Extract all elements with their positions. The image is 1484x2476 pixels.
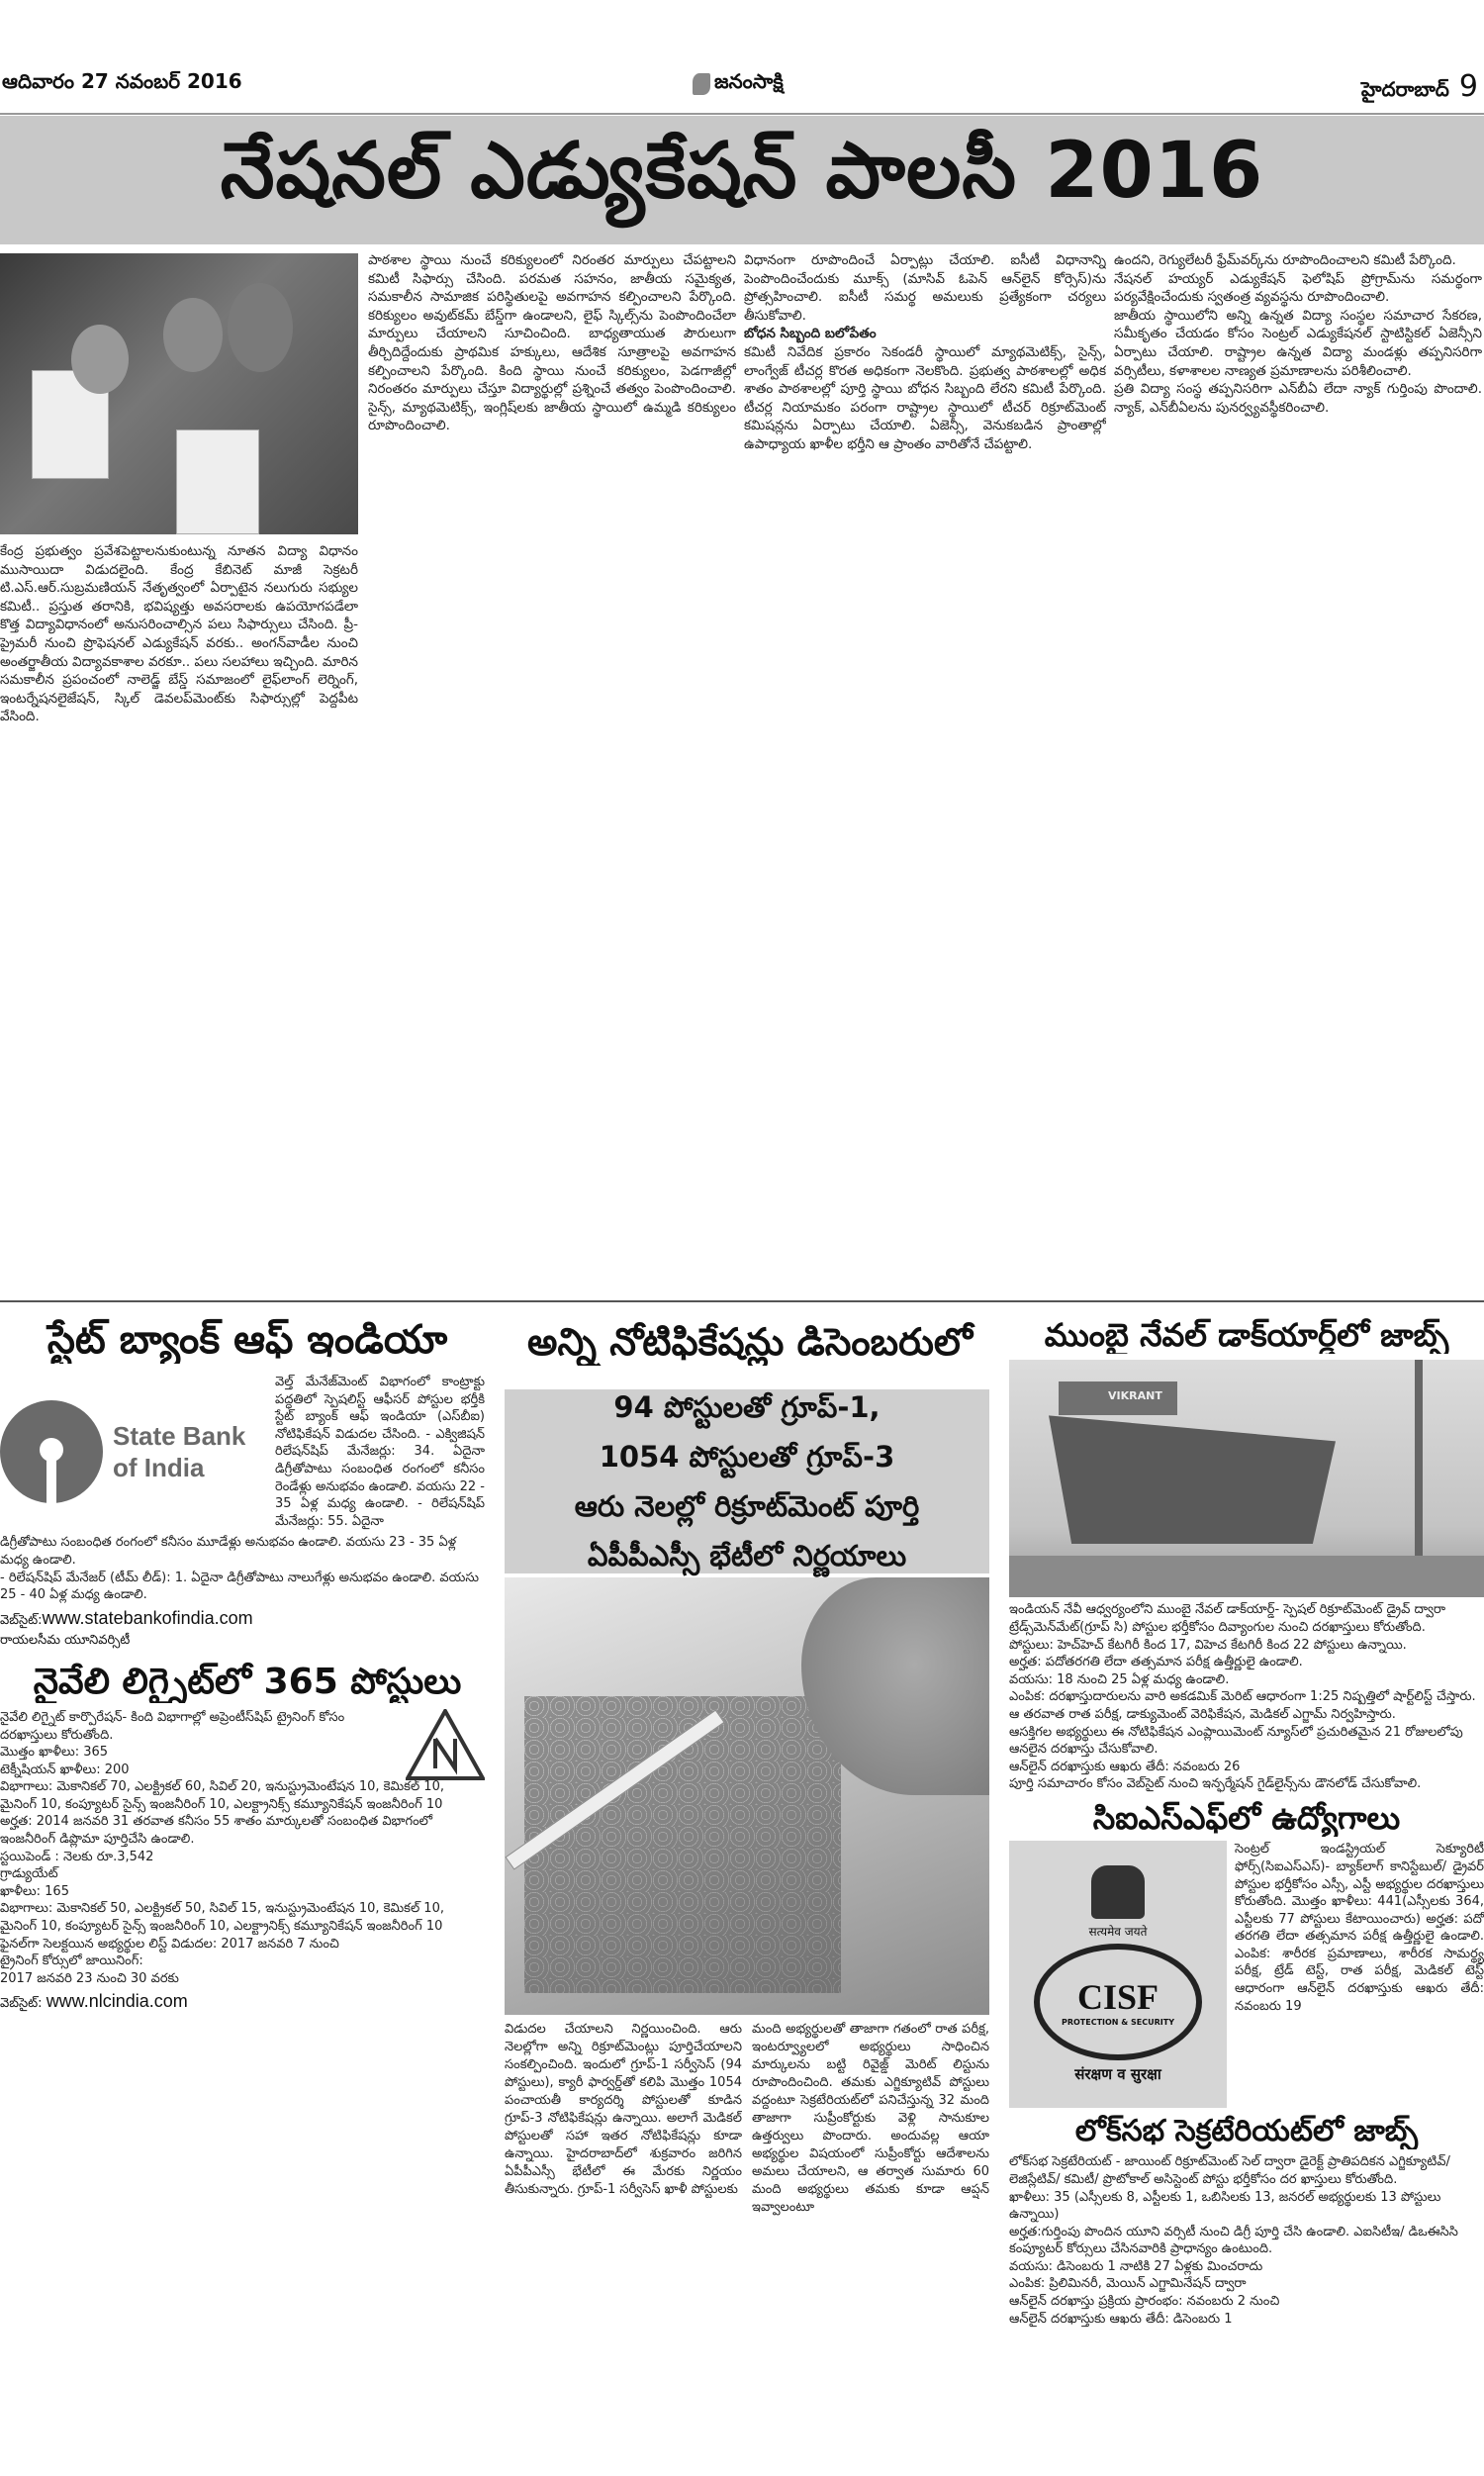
sbi-body xyxy=(0,1534,485,1603)
paragraph: లోక్‌సభ సెక్రటేరియట్ - జాయింట్ రిక్రూట్‌మెంట్ సెల్ ద్వారా డైరెక్ట్ ప్రాతిపదికన ఎగ్జిక్యూటివ్/ లెజిస్లేటివ్/ కమిటీ/ ప్రొటోకాల్ అసిస్టెంట్ పోస్టు భర్తీకోసం దర ఖాస్తులు కోరుతోంది. xyxy=(1009,2154,1450,2187)
dock xyxy=(1009,1556,1484,1597)
article-column-2 xyxy=(368,251,736,1294)
paragraph: నైవేలి లిగ్నైట్ కార్పొరేషన్- కింది విభాగాల్లో అప్రెంటీస్‌షిప్ ట్రైనింగ్ కోసం దరఖాస్తులు కోరుతోంది. xyxy=(0,1709,345,1743)
page-info xyxy=(1361,69,1478,106)
paragraph: విభాగాలు: మెకానికల్ 50, ఎలక్ట్రికల్ 50, సివిల్ 15, ఇనుస్ట్రుమెంటేషన 10, కెమికల్ 10, మైనింగ్ 10, కంప్యూటర్ సైన్స్ ఇంజనీరింగ్ 10, ఎలక్ట్రానిక్స్ కమ్యూనికేషన్ ఇంజనీరింగ్ 10 xyxy=(0,1901,444,1935)
paragraph: గ్రాడ్యుయేట్ xyxy=(0,1866,58,1882)
sbi-website xyxy=(0,1608,495,1631)
sbi-logo xyxy=(0,1400,267,1503)
paragraph: ప్రతి విద్యా సంస్థ తప్పనిసరిగా ఎన్‌బీఏ లేదా న్యాక్ గుర్తింపు పొందాలి. న్యాక్, ఎన్‌బీఏలను పునర్వ్యవస్థీకరించాలి. xyxy=(1114,381,1482,416)
appsc-column-1: విడుదల చేయాలని నిర్ణయించింది. ఆరు నెలల్లోగా అన్ని రిక్రూట్‌మెంట్లు పూర్తిచేయాలని సంకల్పించింది. ఇందులో గ్రూప్-1 సర్వీసెస్ (94 పోస్టులు), క్యారీ ఫార్వర్డ్‌తో కలిపి మొత్తం 1054 పంచాయతీ కార్యదర్శి పోస్టులతో కూడిన గ్రూప్-3 నోటిఫికేషన్లు ఉన్నాయి. అలాగే మెడికల్ పోస్టులతో సహా ఇతర నోటిఫికేషన్లు కూడా ఉన్నాయి. హైదరాబాద్‌లో శుక్రవారం జరిగిన ఏపీపీఎస్సీ భేటీలో ఈ మేరకు నిర్ణయం తీసుకున్నారు. గ్రూప్-1 సర్వీసెస్ ఖాళీ పోస్టులకు xyxy=(505,2022,742,2197)
paragraph: కమిటీ నివేదిక ప్రకారం సెకండరీ స్థాయిలో మ్యాథమెటిక్స్, సైన్స్, లాంగ్వేజ్ టీచర్ల కొరత అధికంగా నెలకొంది. ప్రభుత్వ పాఠశాలల్లో అధిక శాతం పాఠశాలల్లో పూర్తి స్థాయి బోధన సిబ్బంది లేరని కమిటీ పేర్కొంది. టీచర్ల నియామకం పరంగా రాష్ట్రాల స్థాయిలో టీచర్ రిక్రూట్‌మెంట్ కమిషన్లను ఏర్పాటు చేయాలి. ఏజెన్సీ, వెనుకబడిన ప్రాంతాల్లో ఉపాధ్యాయ ఖాళీల భర్తీని ఆ ప్రాంతం వారితోనే చేపట్టాలి. xyxy=(744,343,1106,452)
loksabha-body xyxy=(1009,2153,1484,2328)
person-3 xyxy=(228,283,293,372)
emblem-shield xyxy=(1034,1944,1202,2060)
sbi-website-link[interactable]: www.statebankofindia.com xyxy=(42,1607,253,1628)
paragraph: 2017 జనవరి 23 నుంచి 30 వరకు xyxy=(0,1970,179,1986)
highlight-line: ఆరు నెలల్లో రిక్రూట్‌మెంట్ పూర్తి xyxy=(574,1489,920,1523)
paragraph: ఖాళీలు: 35 (ఎస్సీలకు 8, ఎస్టీలకు 1, ఒబిసిలకు 13, జనరల్ అభ్యర్థులకు 13 పోస్టులు ఉన్నాయి) xyxy=(1009,2189,1441,2223)
right-bottom-column xyxy=(1009,1316,1484,2328)
paragraph: పోస్టులు: హెచ్‌హెచ్ కేటగిరీ కింద 17, విహెచ కేటగిరీ కింద 22 పోస్టులు ఉన్నాయి. xyxy=(1009,1637,1407,1653)
paragraph: స్టయిపెండ్ : నెలకు రూ.3,542 xyxy=(0,1849,154,1864)
highlight-line: 94 పోస్టులతో గ్రూప్-1, xyxy=(613,1390,881,1424)
logo-text: జనంసాక్షి xyxy=(714,69,784,93)
issue-date: ఆదివారం 27 నవంబర్ 2016 xyxy=(2,69,242,93)
paragraph: వయసు: డిసెంబరు 1 నాటికి 27 ఏళ్లకు మించరాదు xyxy=(1009,2258,1263,2274)
paragraph: ఆసక్తిగల అభ్యర్థులు ఈ నోటిఫికేషన ఎంప్లాయిమెంట్ న్యూస్‌లో ప్రచురితమైన 21 రోజులలోపు ఆనలైన దరఖాస్తు చేసుకోవాలి. xyxy=(1009,1724,1463,1758)
emblem-motto: सत्यमेव जयते xyxy=(1088,1924,1148,1939)
ship-hull xyxy=(1049,1415,1336,1544)
loksabha-headline: లోక్‌సభ సెక్రటేరియట్‌లో జాబ్స్ xyxy=(1074,2114,1419,2149)
cisf-body: సెంట్రల్ ఇండస్ట్రియల్ సెక్యూరిటీ ఫోర్స్(సిఐఎస్‌ఎస్)- బ్యాక్‌లాగ్ కానిస్టేబుల్/ డ్రైవర్ పోస్టుల భర్తీకోసం ఎస్సీ, ఎస్టీ అభ్యర్థుల దరఖాస్తులు కోరుతోంది. మొత్తం ఖాళీలు: 441(ఎస్సీలకు 364, ఎస్టీలకు 77 పోస్టులు కేటాయించారు) అర్హత: పదో తరగతి లేదా తత్సమాన పరీక్ష ఉత్తీర్ణులై ఉండాలి. ఎంపిక: శారీరక ప్రమాణాలు, శారీరక సామర్థ్య పరీక్ష, ట్రేడ్ టెస్ట్, రాత పరీక్ష, మెడికల్ టెస్ట్ ఆధారంగా ఆన్‌లైన్ దరఖాస్తుకు ఆఖరు తేదీ: నవంబరు 19 xyxy=(1235,1842,1484,2014)
paragraph: పూర్తి సమాచారం కోసం వెబ్‌సైట్ నుంచి ఇన్ఫర్మేషన్ గైడ్‌లైన్స్‌ను డౌనలోడ్ చేసుకోవాలి. xyxy=(1009,1776,1422,1792)
article-column-3 xyxy=(744,251,1106,1294)
section-divider xyxy=(0,1300,1484,1302)
masthead-logo xyxy=(693,69,784,98)
main-headline: నేషనల్ ఎడ్యుకేషన్ పాలసీ 2016 xyxy=(0,116,1484,244)
article-column-4 xyxy=(1114,251,1482,1294)
paragraph: ఎంపిక: దరఖాస్తుదారులను వారి అకడమిక్ మెరిట్ ఆధారంగా 1:25 నిష్పత్తిలో షార్ట్‌లిస్ట్ చేస్తారు. ఆ తరవాత రాత పరీక్ష, డాక్యుమెంట్ వెరిఫికేషన, మెడికల్ ఎగ్జామ్ నిర్వహిస్తారు. xyxy=(1009,1689,1476,1722)
nlc-headline: నైవేలి లిగ్నైట్‌లో 365 పోస్టులు xyxy=(33,1661,462,1702)
ship-name: VIKRANT xyxy=(1108,1389,1162,1403)
paragraph: అర్హత: 2014 జనవరి 31 తరవాత కనీసం 55 శాతం మార్కులతో సంబంధిత విభాగంలో ఇంజనీరింగ్ డిప్లొమా పూర్తిచేసి ఉండాలి. xyxy=(0,1814,433,1848)
policy-document-2 xyxy=(176,429,259,534)
appsc-highlight-box xyxy=(505,1389,989,1573)
nlc-website-link[interactable]: www.nlcindia.com xyxy=(46,1991,188,2012)
sbi-intro-row xyxy=(0,1374,495,1530)
emblem-ribbon: PROTECTION & SECURITY xyxy=(1061,2018,1175,2028)
edition-city: హైదరాబాద్ xyxy=(1360,77,1449,101)
paragraph: ఆన్‌లైన్ దరఖాస్తుకు ఆఖరు తేదీ: డిసెంబరు 1 xyxy=(1009,2311,1233,2327)
cisf-emblem xyxy=(1009,1841,1227,2108)
paragraph: అర్హత:గుర్తింపు పొందిన యూని వర్సిటీ నుంచి డిగ్రీ పూర్తి చేసి ఉండాలి. ఎఐసిటీఇ/ డిఒఈసిసి కంప్యూటర్ కోర్సులు చేసినవారికి ప్రాధాన్యం ఉంటుంది. xyxy=(1009,2224,1458,2257)
paragraph: పాఠశాల స్థాయి నుంచే కరిక్యులంలో నిరంతర మార్పులు చేపట్టాలని కమిటీ సిఫార్సు చేసింది. పరమత సహనం, జాతీయ సమైక్యత, సమకాలీన సామాజిక పరిస్థితులపై అవగాహన కల్పించాలని పేర్కొంది. కరిక్యులం అవుట్‌కమ్ బేస్డ్‌గా ఉండాలని, లైఫ్ స్కిల్స్‌ను పెంపొందించేలా మార్పులు చేయాలని సూచించింది. బాధ్యతాయుత పౌరులుగా తీర్చిదిద్దేందుకు ప్రాథమిక హక్కులు, ఆదేశిక సూత్రాలపై అవగాహన కల్పించాలని పేర్కొంది. కింది స్థాయి నుంచే కరిక్యులం, పెడగాజీల్లో నిరంతరం మార్పులు చేస్తూ విద్యార్థుల్లో ప్రశ్నించే తత్వం పెంపొందించాలి. సైన్స్, మ్యాథమెటిక్స్, ఇంగ్లిష్‌లకు జాతీయ స్థాయిలో ఉమ్మడి కరిక్యులం రూపొందించాలి. xyxy=(368,252,736,434)
sbi-headline: స్టేట్ బ్యాంక్ ఆఫ్ ఇండియా xyxy=(46,1317,448,1363)
sbi-keyhole-icon xyxy=(0,1400,103,1503)
sbi-logo-text: State Bank xyxy=(113,1421,246,1452)
cisf-headline: సిఐఎస్‌ఎఫ్‌లో ఉద్యోగాలు xyxy=(1092,1798,1401,1837)
appsc-headline: అన్ని నోటిఫికేషన్లు డిసెంబరులో xyxy=(527,1320,973,1364)
paragraph: ఆన్‌లైన్ దరఖాస్తు ప్రక్రియ ప్రారంభం: నవంబరు 2 నుంచి xyxy=(1009,2294,1280,2310)
page-number: 9 xyxy=(1458,69,1478,104)
minister-photo xyxy=(0,253,358,534)
paragraph: ఉందని, రెగ్యులేటరీ ఫ్రేమ్‌వర్క్‌ను రూపొందించాలని కమిటీ పేర్కొంది. xyxy=(1114,252,1456,268)
nlc-website xyxy=(0,1991,495,2014)
highlight-line: 1054 పోస్టులతో గ్రూప్-3 xyxy=(599,1440,895,1474)
article-column-1 xyxy=(0,542,358,1294)
paragraph: టెక్నీషియన్ ఖాళీలు: 200 xyxy=(0,1762,130,1777)
paragraph: నేషనల్ హయ్యర్ ఎడ్యుకేషన్ ఫెలోషిప్ ప్రోగ్రామ్‌ను సమర్థంగా పర్యవేక్షించేందుకు స్వతంత్ర వ్యవస్థను రూపొందించాలి. xyxy=(1114,270,1482,306)
paragraph: ఇండియన్ నేవీ ఆధ్వర్యంలోని ముంబై నేవల్ డాక్‌యార్డ్- స్పెషల్ రిక్రూట్‌మెంట్ డ్రైవ్ ద్వారా ట్రేడ్స్‌మెన్‌మేట్(గ్రూప్ సి) పోస్టుల భర్తీకోసం దివ్యాంగుల నుంచి దరఖాస్తులు కోరుతోంది. xyxy=(1009,1602,1446,1635)
paragraph: విభాగాలు: మెకానికల్ 70, ఎలక్ట్రికల్ 60, సివిల్ 20, ఇనుస్ట్రుమెంటేషన 10, కెమికల్ 10, మైనింగ్ 10, కంప్యూటర్ సైన్స్ ఇంజనీరింగ్ 10, ఎలక్ట్రానిక్స్ కమ్యూనికేషన్ ఇంజనీరింగ్ 10 xyxy=(0,1779,444,1812)
nlc-section xyxy=(0,1709,495,2015)
sbi-intro: వెల్త్ మేనేజ్‌మెంట్ విభాగంలో కాంట్రాక్టు పద్ధతిలో స్పెషలిస్ట్ ఆఫీసర్ పోస్టుల భర్తీకి స్టేట్ బ్యాంక్ ఆఫ్ ఇండియా (ఎస్‌బీఐ) నోటిఫికేషన్ విడుదల చేసింది. - ఎక్విజిషన్ రిలేషన్‌షిప్ మేనేజర్లు: 34. ఏదైనా డిగ్రీతోపాటు సంబంధిత రంగంలో కనీసం రెండేళ్లు అనుభవం ఉండాలి. వయసు 22 - 35 ఏళ్ల మధ్య ఉండాలి. - రిలేషన్‌షిప్ మేనేజర్లు: 55. ఏదైనా xyxy=(275,1375,485,1529)
left-bottom-column xyxy=(0,1316,495,2014)
website-label: వెబ్‌సైట్: xyxy=(0,1612,43,1628)
header-divider xyxy=(0,113,1484,115)
nlc-logo-icon xyxy=(406,1709,485,1780)
subheading: బోధన సిబ్బంది బలోపేతం xyxy=(744,326,877,342)
person-1 xyxy=(71,325,129,394)
paragraph: కేంద్ర ప్రభుత్వం ప్రవేశపెట్టాలనుకుంటున్న నూతన విద్యా విధానం ముసాయిదా విడుదలైంది. కేంద్ర కేబినెట్ మాజీ సెక్రటరీ టి.ఎస్.ఆర్.సుబ్రమణియన్ నేతృత్వంలో ఏర్పాటైన నలుగురు సభ్యుల కమిటీ.. ప్రస్తుత తరానికి, భవిష్యత్తు అవసరాలకు ఉపయోగపడేలా కొత్త విద్యావిధానంలో అనుసరించాల్సిన పలు సిఫార్సులు చేసింది. ప్రీ-ప్రైమరీ నుంచి ప్రొఫెషనల్ ఎడ్యుకేషన్ వరకు.. అంగన్‌వాడీల నుంచి అంతర్జాతీయ విద్యావకాశాల వరకూ.. పలు సలహాలు ఇచ్చింది. మారిన సమకాలీన ప్రపంచంలో నాలెడ్జ్ బేస్డ్ సమాజంలో లైఫ్‌లాంగ్ లెర్నింగ్, ఇంటర్నేషనలైజేషన్, స్కిల్ డెవలప్‌మెంట్‌కు సిఫార్సుల్లో పెద్దపీట వేసింది. xyxy=(0,543,358,725)
paragraph: ట్రైనింగ్ కోర్సులో జాయినింగ్: xyxy=(0,1953,143,1969)
paragraph: - రిలేషన్‌షిప్ మేనేజర్ (టీమ్ లీడ్): 1. ఏదైనా డిగ్రీతోపాటు నాలుగేళ్లు అనుభవం ఉండాలి. వయసు 25 - 40 ఏళ్ల మధ్య ఉండాలి. xyxy=(0,1570,480,1603)
emblem-text: CISF xyxy=(1076,1977,1159,2018)
highlight-line: ఏపీపీఎస్సీ భేటీలో నిర్ణయాలు xyxy=(587,1539,907,1572)
exam-sheet-photo xyxy=(505,1577,989,2015)
sbi-logo-text: of India xyxy=(113,1453,205,1483)
cisf-row xyxy=(1009,1841,1484,2108)
paragraph: డిగ్రీతోపాటు సంబంధిత రంగంలో కనీసం మూడేళ్లు అనుభవం ఉండాలి. వయసు 23 - 35 ఏళ్ల మధ్య ఉండాలి. xyxy=(0,1535,457,1568)
paragraph: జాతీయ స్థాయిలోని అన్ని ఉన్నత విద్యా సంస్థల సమాచార సేకరణ, సమీకృతం చేయడం కోసం సెంట్రల్ ఎడ్యుకేషనల్ స్టాటిస్టికల్ ఏజెన్సీని ఏర్పాటు చేయాలి. రాష్ట్రాల ఉన్నత విద్యా మండళ్లు తప్పనిసరిగా వర్సిటీలు, కళాశాలల నాణ్యత ప్రమాణాలను పరిశీలించాలి. xyxy=(1114,307,1482,379)
paragraph: వయసు: 18 నుంచి 25 ఏళ్ల మధ్య ఉండాలి. xyxy=(1009,1671,1230,1687)
crane xyxy=(1415,1360,1423,1558)
lion-capital-icon xyxy=(1091,1865,1145,1919)
paragraph: ఎంపిక: ప్రిలిమినరీ, మెయిన్ ఎగ్జామినేషన్ ద్వారా xyxy=(1009,2276,1247,2292)
appsc-column-2: మంది అభ్యర్థులతో తాజాగా గతంలో రాత పరీక్ష, ఇంటర్వ్యూలలో అభ్యర్థులు సాధించిన మార్కులను బట్టి రివైజ్డ్ మెరిట్ లిస్టును రూపొందించింది. తమకు ఎగ్జిక్యూటివ్ పోస్టులు వద్దంటూ సెక్రటేరియట్‌లో పనిచేస్తున్న 32 మంది తాజాగా సుప్రీంకోర్టుకు వెళ్లి సానుకూల ఉత్తర్వులు పొందారు. అందువల్ల ఆయా అభ్యర్థుల విషయంలో సుప్రీంకోర్టు ఆదేశాలను అమలు చేయాలని, ఆ తర్వాత సుమారు 60 మంది అభ్యర్థులు తమకు కూడా ఆప్షన్ ఇవ్వాలంటూ xyxy=(752,2022,989,2215)
ship-photo xyxy=(1009,1360,1484,1597)
paragraph: అర్హత: పదోతరగతి లేదా తత్సమాన పరీక్ష ఉత్తీర్ణులై ఉండాలి. xyxy=(1009,1655,1303,1670)
naval-body xyxy=(1009,1601,1484,1793)
paragraph: ఫైనల్‌గా సెలక్టయిన అభ్యర్థుల లిస్ట్ విడుదల: 2017 జనవరి 7 నుంచి xyxy=(0,1936,339,1952)
paragraph: మొత్తం ఖాళీలు: 365 xyxy=(0,1745,109,1761)
emblem-hindi-text: संरक्षण व सुरक्षा xyxy=(1074,2064,1161,2083)
website-label: వెబ్‌సైట్: xyxy=(0,1996,43,2012)
naval-headline: ముంబై నేవల్ డాక్‌యార్డ్‌లో జాబ్స్ xyxy=(1044,1316,1449,1354)
sbi-footer-line: రాయలసీమ యూనివర్సిటీ xyxy=(0,1632,131,1648)
paragraph: ఆన్‌లైన్ దరఖాస్తుకు ఆఖరు తేదీ: నవంబరు 26 xyxy=(1009,1759,1241,1774)
paragraph: విధానంగా రూపొందించే ఏర్పాట్లు చేయాలి. ఐసీటీ విధానాన్ని పెంపొందించేందుకు మూక్స్ (మాసివ్ ఓపెన్ ఆన్‌లైన్ కోర్సెస్)ను ప్రోత్సహించాలి. ఐసీటీ సమర్థ అమలుకు ప్రత్యేకంగా చర్యలు తీసుకోవాలి. xyxy=(744,252,1106,324)
person-2 xyxy=(163,298,223,372)
paragraph: ఖాళీలు: 165 xyxy=(0,1883,69,1899)
logo-icon xyxy=(693,73,710,95)
